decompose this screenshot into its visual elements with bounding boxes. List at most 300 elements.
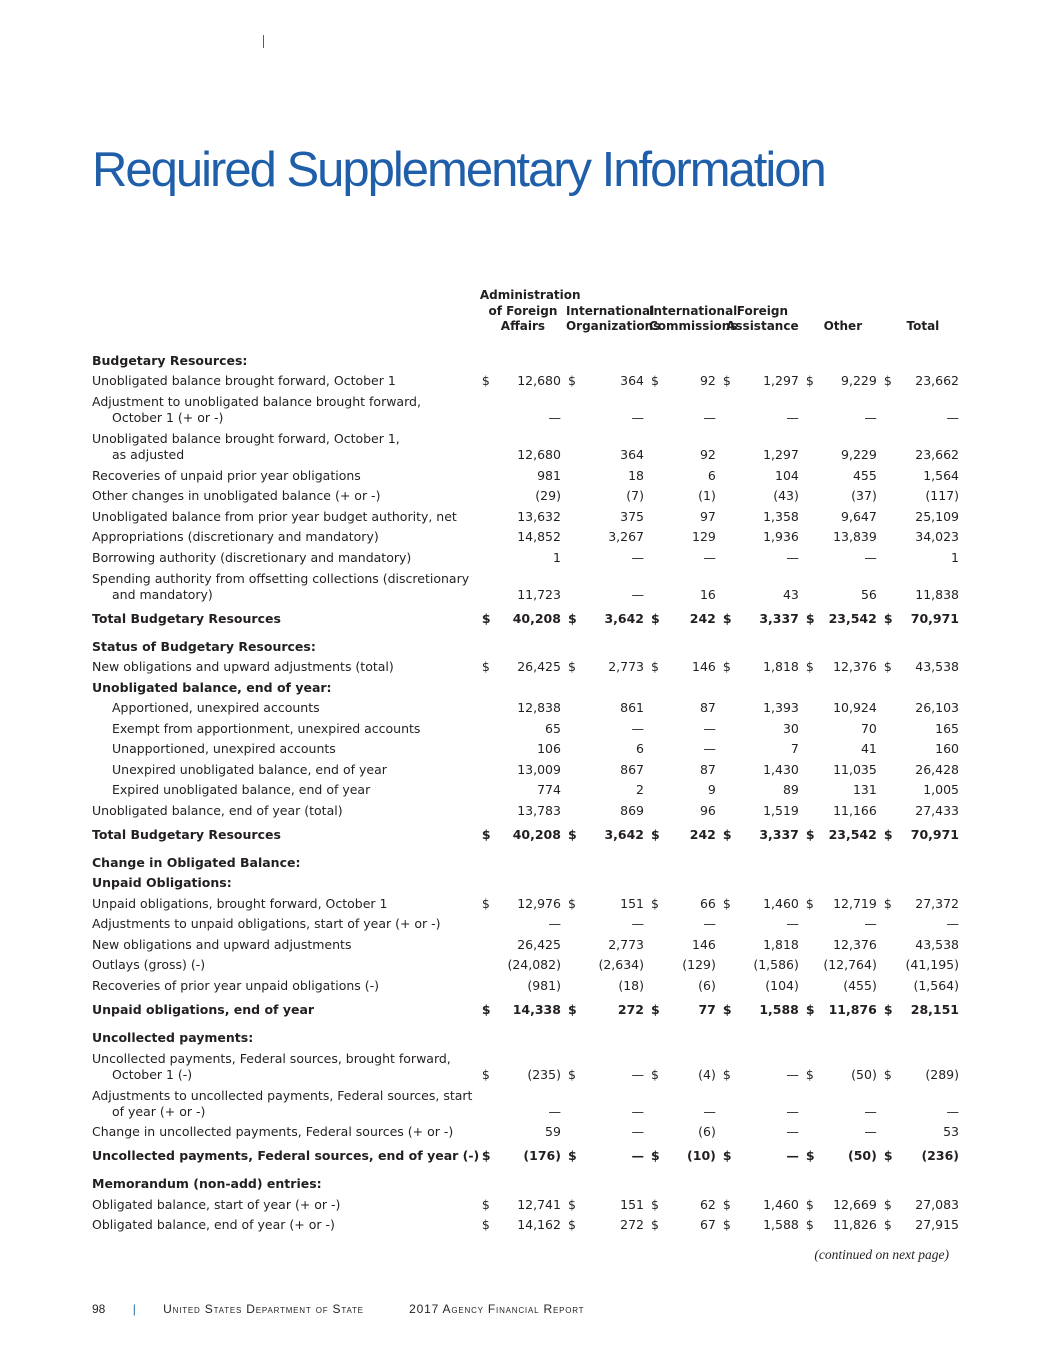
- cell-value: 70,971: [910, 610, 959, 626]
- row-label: Recoveries of prior year unpaid obligations (-): [92, 977, 380, 993]
- currency-symbol: $: [883, 1001, 893, 1017]
- cell-value: 13,839: [833, 529, 877, 544]
- cell-value: 1,818: [763, 936, 799, 952]
- currency-symbol: [804, 484, 822, 505]
- currency-symbol: [480, 1120, 498, 1141]
- currency-symbol: [882, 1120, 900, 1141]
- cell-value: 1,519: [763, 802, 799, 818]
- row-label: [88, 426, 480, 463]
- table-body: [88, 341, 964, 1234]
- row-label: Unapportioned, unexpired accounts: [112, 741, 336, 756]
- table-row: [88, 566, 964, 603]
- currency-symbol: [480, 716, 498, 737]
- cell-value: 11,035: [833, 761, 877, 777]
- currency-symbol: $: [650, 659, 659, 674]
- cell-value: 23,662: [915, 447, 959, 462]
- cell-value: 53: [943, 1124, 959, 1139]
- row-label: New obligations and upward adjustments: [92, 936, 352, 952]
- cell-value: —: [864, 549, 877, 565]
- footer-department: United States Department of State: [163, 1302, 364, 1316]
- currency-symbol: [566, 737, 584, 758]
- currency-symbol: [721, 389, 739, 426]
- currency-symbol: [566, 426, 584, 463]
- cell-value: 26,425: [517, 936, 561, 952]
- total-row: [88, 994, 964, 1018]
- cell-value: 146: [692, 659, 716, 674]
- currency-symbol: [566, 545, 584, 566]
- currency-symbol: [721, 716, 739, 737]
- currency-symbol: $: [481, 826, 491, 842]
- cell-value: 43,538: [915, 659, 959, 674]
- table-row: [88, 912, 964, 933]
- currency-symbol: $: [567, 1066, 576, 1082]
- currency-symbol: $: [567, 1148, 577, 1163]
- cell-value: 92: [699, 373, 716, 388]
- currency-symbol: [882, 932, 900, 953]
- currency-symbol: [566, 389, 584, 426]
- cell-value: 70: [860, 720, 877, 736]
- cell-value: —: [703, 1103, 716, 1119]
- row-label: [88, 1083, 480, 1120]
- cell-value: (117): [925, 488, 959, 503]
- cell-value: 70,971: [910, 826, 959, 842]
- table-row: [88, 932, 964, 953]
- cell-value: (104): [765, 977, 799, 993]
- cell-value: 40,208: [512, 826, 561, 842]
- row-label: Other changes in unobligated balance (+ or -): [92, 488, 381, 503]
- row-label-continuation: October 1 (+ or -): [112, 410, 224, 425]
- currency-symbol: [649, 696, 667, 717]
- currency-symbol: $: [883, 1148, 893, 1163]
- currency-symbol: [480, 1083, 498, 1120]
- currency-symbol: $: [805, 610, 815, 626]
- cell-value: 43,538: [915, 936, 959, 952]
- cell-value: —: [786, 1124, 799, 1139]
- currency-symbol: $: [722, 1196, 731, 1212]
- cell-value: 1,588: [763, 1217, 799, 1232]
- cell-value: —: [548, 916, 561, 931]
- cell-value: 56: [860, 586, 877, 602]
- cell-value: 87: [699, 761, 716, 777]
- cell-value: 981: [537, 467, 561, 483]
- cell-value: —: [786, 410, 799, 425]
- footer-separator: |: [132, 1302, 136, 1316]
- table-row: [88, 757, 964, 778]
- cell-value: (37): [851, 488, 877, 503]
- currency-symbol: $: [883, 373, 892, 388]
- currency-symbol: $: [567, 826, 577, 842]
- currency-symbol: [721, 737, 739, 758]
- cell-value: —: [864, 1103, 877, 1119]
- column-header: International Commissions: [648, 303, 738, 333]
- cell-value: (12,764): [823, 957, 877, 972]
- currency-symbol: [804, 1120, 822, 1141]
- page-number: 98: [92, 1302, 106, 1316]
- table-row: [88, 737, 964, 758]
- cell-value: 7: [790, 741, 799, 756]
- currency-symbol: [649, 1083, 667, 1120]
- column-header: Total: [906, 319, 940, 333]
- cell-value: 861: [620, 700, 644, 715]
- cell-value: 455: [852, 467, 877, 483]
- cell-value: 13,632: [517, 508, 561, 524]
- currency-symbol: $: [805, 1001, 815, 1017]
- currency-symbol: $: [567, 610, 577, 626]
- cell-value: 160: [935, 741, 959, 756]
- currency-symbol: [566, 525, 584, 546]
- cell-value: —: [631, 1148, 644, 1163]
- cell-value: 1,393: [763, 700, 799, 715]
- cell-value: (7): [626, 488, 644, 503]
- currency-symbol: [882, 716, 900, 737]
- cell-value: (24,082): [507, 957, 561, 972]
- cell-value: 12,680: [517, 447, 561, 462]
- cell-value: (41,195): [905, 957, 959, 972]
- currency-symbol: [649, 389, 667, 426]
- currency-symbol: [649, 757, 667, 778]
- currency-symbol: $: [481, 895, 490, 911]
- currency-symbol: [882, 737, 900, 758]
- currency-symbol: [804, 426, 822, 463]
- cell-value: (2,634): [598, 957, 644, 972]
- currency-symbol: [882, 798, 900, 819]
- cell-value: 3,337: [759, 826, 799, 842]
- cell-value: —: [703, 916, 716, 931]
- table-row: [88, 778, 964, 799]
- cell-value: 151: [620, 895, 644, 911]
- currency-symbol: $: [481, 1196, 490, 1212]
- section-heading-row: [88, 627, 964, 655]
- cell-value: —: [786, 549, 799, 565]
- currency-symbol: [721, 504, 739, 525]
- currency-symbol: [804, 525, 822, 546]
- currency-symbol: [566, 973, 584, 994]
- row-label: Unpaid obligations, brought forward, October 1: [92, 895, 388, 911]
- currency-symbol: [882, 953, 900, 974]
- currency-symbol: $: [805, 659, 814, 674]
- row-label: Appropriations (discretionary and mandatory): [92, 529, 379, 544]
- table-row: [88, 655, 964, 676]
- currency-symbol: $: [650, 1066, 659, 1082]
- cell-value: (981): [527, 977, 561, 993]
- currency-symbol: [566, 716, 584, 737]
- row-label: Recoveries of unpaid prior year obligations: [92, 467, 361, 483]
- currency-symbol: [566, 953, 584, 974]
- cell-value: 129: [692, 529, 716, 544]
- table-row: [88, 426, 964, 463]
- currency-symbol: $: [650, 610, 660, 626]
- row-label: Unobligated balance from prior year budget authority, net: [92, 508, 457, 524]
- currency-symbol: [882, 696, 900, 717]
- currency-symbol: $: [805, 373, 814, 388]
- column-header: International Organizations: [565, 303, 661, 333]
- section-heading-row: [88, 871, 964, 892]
- currency-symbol: $: [883, 659, 892, 674]
- currency-symbol: $: [722, 1217, 731, 1232]
- currency-symbol: [649, 545, 667, 566]
- currency-symbol: [480, 798, 498, 819]
- currency-symbol: [566, 912, 584, 933]
- row-label: Uncollected payments, Federal sources, end of year (-): [92, 1148, 480, 1163]
- row-label-line: Unobligated balance brought forward, October 1,: [92, 431, 400, 446]
- row-label-continuation: as adjusted: [112, 447, 185, 462]
- currency-symbol: [649, 973, 667, 994]
- currency-symbol: $: [883, 610, 893, 626]
- currency-symbol: [480, 504, 498, 525]
- currency-symbol: [566, 463, 584, 484]
- currency-symbol: $: [481, 373, 490, 388]
- cell-value: 67: [699, 1217, 716, 1232]
- currency-symbol: $: [481, 1148, 491, 1163]
- currency-symbol: [721, 566, 739, 603]
- currency-symbol: $: [567, 1217, 576, 1232]
- currency-symbol: $: [481, 659, 490, 674]
- cell-value: 106: [537, 741, 561, 756]
- cell-value: 65: [545, 720, 561, 736]
- cell-value: 146: [692, 936, 716, 952]
- currency-symbol: [882, 566, 900, 603]
- currency-symbol: $: [722, 373, 731, 388]
- currency-symbol: [649, 932, 667, 953]
- page-title: Required Supplementary Information: [92, 143, 825, 197]
- currency-symbol: [804, 504, 822, 525]
- currency-symbol: $: [883, 826, 893, 842]
- section-heading: Change in Obligated Balance:: [92, 854, 301, 870]
- currency-symbol: [804, 737, 822, 758]
- cell-value: 1,005: [923, 782, 959, 797]
- currency-symbol: [882, 912, 900, 933]
- cell-value: 59: [545, 1124, 561, 1139]
- cell-value: 131: [852, 782, 877, 797]
- currency-symbol: [882, 1083, 900, 1120]
- cell-value: 23,542: [828, 610, 877, 626]
- cell-value: 6: [636, 741, 644, 756]
- currency-symbol: [649, 798, 667, 819]
- row-label-continuation: October 1 (-): [112, 1066, 193, 1082]
- currency-symbol: $: [650, 1217, 659, 1232]
- cell-value: (176): [523, 1148, 561, 1163]
- table-row: [88, 798, 964, 819]
- cell-value: 151: [620, 1196, 644, 1212]
- currency-symbol: [804, 912, 822, 933]
- cell-value: 1,460: [763, 895, 799, 911]
- table-row: [88, 696, 964, 717]
- row-label-continuation: and mandatory): [112, 586, 213, 602]
- cell-value: —: [703, 741, 716, 756]
- table-row: [88, 1213, 964, 1234]
- currency-symbol: [882, 545, 900, 566]
- currency-symbol: [649, 737, 667, 758]
- currency-symbol: $: [481, 610, 491, 626]
- currency-symbol: $: [567, 373, 576, 388]
- cell-value: 28,151: [910, 1001, 959, 1017]
- cell-value: 89: [782, 782, 799, 797]
- currency-symbol: [882, 389, 900, 426]
- currency-symbol: [566, 798, 584, 819]
- cell-value: (29): [535, 488, 561, 503]
- cell-value: 1,564: [923, 467, 959, 483]
- cell-value: (18): [618, 977, 644, 993]
- section-heading-row: [88, 1018, 964, 1046]
- cell-value: 1,936: [763, 529, 799, 544]
- currency-symbol: [649, 778, 667, 799]
- cell-value: 23,542: [828, 826, 877, 842]
- cell-value: (235): [527, 1066, 561, 1082]
- currency-symbol: [721, 545, 739, 566]
- currency-symbol: $: [567, 1001, 577, 1017]
- cell-value: 9,229: [841, 373, 877, 388]
- cell-value: 14,852: [517, 529, 561, 544]
- continued-note: (continued on next page): [814, 1247, 949, 1262]
- table-row: [88, 463, 964, 484]
- cell-value: 1: [553, 549, 561, 565]
- currency-symbol: [882, 973, 900, 994]
- cell-value: 2: [636, 782, 644, 797]
- currency-symbol: [480, 932, 498, 953]
- cell-value: 11,166: [833, 802, 877, 818]
- currency-symbol: [649, 1120, 667, 1141]
- cell-value: —: [786, 916, 799, 931]
- currency-symbol: $: [650, 826, 660, 842]
- cell-value: —: [631, 916, 644, 931]
- table-row: [88, 504, 964, 525]
- cell-value: —: [786, 1103, 799, 1119]
- row-label-line: Spending authority from offsetting collections (discretionary: [92, 570, 470, 586]
- cell-value: (50): [848, 1148, 877, 1163]
- currency-symbol: [649, 463, 667, 484]
- cell-value: 3,267: [608, 529, 644, 544]
- cell-value: 26,103: [915, 700, 959, 715]
- cell-value: —: [864, 1124, 877, 1139]
- currency-symbol: [804, 389, 822, 426]
- currency-symbol: [566, 484, 584, 505]
- table-header-row: [88, 288, 964, 341]
- currency-symbol: [566, 757, 584, 778]
- cell-value: 364: [620, 447, 644, 462]
- cell-value: 26,425: [517, 659, 561, 674]
- cell-value: 14,162: [517, 1217, 561, 1232]
- currency-symbol: $: [722, 659, 731, 674]
- budgetary-resources-table: [88, 288, 964, 1233]
- currency-symbol: $: [650, 1148, 660, 1163]
- cell-value: —: [631, 586, 644, 602]
- cell-value: 27,083: [915, 1196, 959, 1212]
- cell-value: 27,433: [915, 802, 959, 818]
- currency-symbol: [721, 484, 739, 505]
- row-label: Unexpired unobligated balance, end of year: [112, 761, 387, 777]
- cell-value: 1,297: [763, 447, 799, 462]
- cell-value: 34,023: [915, 529, 959, 544]
- cell-value: (6): [698, 1124, 716, 1139]
- cell-value: —: [631, 1066, 644, 1082]
- table-row: [88, 369, 964, 390]
- cell-value: —: [548, 410, 561, 425]
- row-label: New obligations and upward adjustments (total): [92, 659, 394, 674]
- currency-symbol: [804, 973, 822, 994]
- section-heading: Status of Budgetary Resources:: [92, 638, 316, 654]
- currency-symbol: $: [805, 895, 814, 911]
- row-label: Unobligated balance brought forward, October 1: [92, 373, 396, 388]
- currency-symbol: [882, 463, 900, 484]
- currency-symbol: [566, 932, 584, 953]
- cell-value: 272: [620, 1217, 644, 1232]
- section-heading-row: [88, 341, 964, 369]
- currency-symbol: [882, 504, 900, 525]
- cell-value: 18: [628, 467, 644, 483]
- section-heading: Budgetary Resources:: [92, 352, 248, 368]
- column-header: Administration of Foreign Affairs: [479, 288, 581, 333]
- cell-value: (4): [698, 1066, 716, 1082]
- table-row: [88, 953, 964, 974]
- currency-symbol: $: [805, 1066, 814, 1082]
- section-heading-row: [88, 675, 964, 696]
- currency-symbol: [649, 525, 667, 546]
- currency-symbol: [882, 484, 900, 505]
- cell-value: 96: [699, 802, 716, 818]
- cell-value: 364: [620, 373, 644, 388]
- cell-value: 12,719: [833, 895, 877, 911]
- currency-symbol: [721, 1120, 739, 1141]
- currency-symbol: [480, 525, 498, 546]
- page-footer: [92, 1302, 626, 1316]
- currency-symbol: [721, 932, 739, 953]
- row-label: [88, 1046, 480, 1083]
- total-row: [88, 603, 964, 627]
- table-row: [88, 525, 964, 546]
- currency-symbol: [480, 389, 498, 426]
- cell-value: 97: [699, 508, 716, 524]
- currency-symbol: [480, 757, 498, 778]
- currency-symbol: [804, 798, 822, 819]
- currency-symbol: [480, 463, 498, 484]
- currency-symbol: $: [481, 1001, 491, 1017]
- cell-value: (236): [921, 1148, 959, 1163]
- cell-value: 104: [775, 467, 799, 483]
- row-label-continuation: of year (+ or -): [112, 1103, 206, 1119]
- cell-value: 12,669: [833, 1196, 877, 1212]
- cell-value: 13,009: [517, 761, 561, 777]
- cell-value: —: [864, 410, 877, 425]
- row-label: [88, 389, 480, 426]
- currency-symbol: $: [650, 1196, 659, 1212]
- cell-value: 165: [935, 720, 959, 736]
- currency-symbol: [721, 696, 739, 717]
- row-label: Unpaid obligations, end of year: [92, 1001, 315, 1017]
- cell-value: 16: [699, 586, 716, 602]
- table-row: [88, 1083, 964, 1120]
- cell-value: —: [703, 410, 716, 425]
- currency-symbol: [721, 426, 739, 463]
- currency-symbol: [480, 566, 498, 603]
- table-row: [88, 716, 964, 737]
- row-label: Total Budgetary Resources: [92, 610, 281, 626]
- row-label: Outlays (gross) (-): [92, 957, 206, 972]
- currency-symbol: [649, 426, 667, 463]
- currency-symbol: [480, 545, 498, 566]
- currency-symbol: $: [722, 826, 732, 842]
- currency-symbol: [721, 463, 739, 484]
- currency-symbol: [882, 525, 900, 546]
- table-row: [88, 1046, 964, 1083]
- cell-value: 1,588: [759, 1001, 799, 1017]
- cell-value: 12,376: [833, 659, 877, 674]
- cell-value: 12,680: [517, 373, 561, 388]
- section-heading-row: [88, 1164, 964, 1192]
- currency-symbol: [721, 912, 739, 933]
- row-label: Change in uncollected payments, Federal sources (+ or -): [92, 1124, 454, 1139]
- section-heading: Unpaid Obligations:: [92, 875, 232, 890]
- cell-value: 2,773: [608, 659, 644, 674]
